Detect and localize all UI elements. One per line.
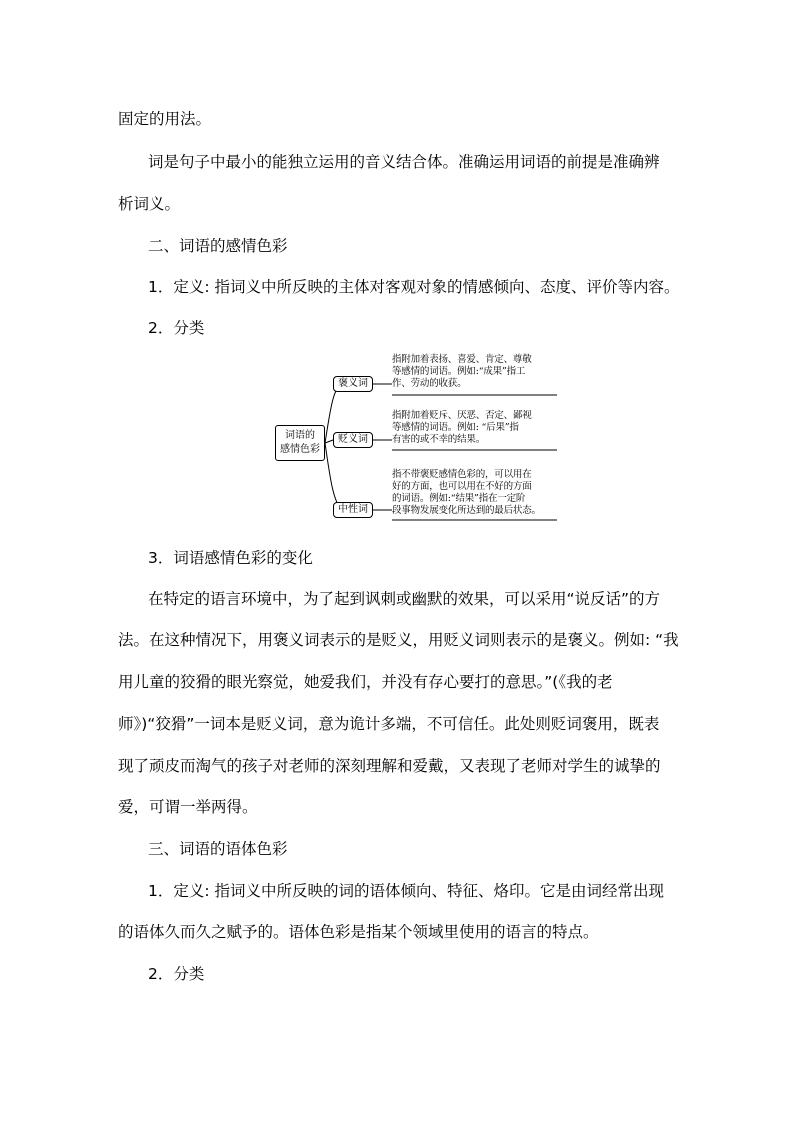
neutral-word-description: 指不带褒贬感情色彩的，可以用在 好的方面，也可以用在不好的方面 的词语。例如:“结果”指在一定阶 段事物发展变化所达到的最后状态。 [392,469,541,516]
node-negative-word: 贬义词 [333,432,373,448]
text-line: 法。在这种情况下，用褒义词表示的是贬义，用贬义词则表示的是褒义。例如: “我 [118,631,679,649]
node-positive-word: 褒义词 [333,376,373,392]
diagram-root-node [275,425,325,461]
root-label-line: 词语的 [285,430,315,441]
text-line: 用儿童的狡猾的眼光察觉，她爱我们，并没有存心要打的意思。”(《我的老 [118,673,613,691]
definition-text: 1．定义: 指词义中所反映的主体对客观对象的情感倾向、态度、评价等内容。 [148,278,680,296]
text-line: 师》)“狡猾”一词本是贬义词，意为诡计多端，不可信任。此处则贬词褒用，既表 [118,715,660,733]
text-line: 词是句子中最小的能独立运用的音义结合体。准确运用词语的前提是准确辨 [148,153,660,171]
node-neutral-word: 中性词 [333,502,373,518]
emotion-color-diagram [270,352,560,522]
text-line: 在特定的语言环境中，为了起到讽刺或幽默的效果，可以采用“说反话”的方 [148,590,661,608]
text-line: 析词义。 [118,195,181,213]
text-line: 爱，可谓一举两得。 [118,798,258,816]
positive-word-description: 指附加着表扬、喜爱、肯定、尊敬 等感情的词语。例如:“成果”指工 作、劳动的收获。 [392,354,532,389]
text-line: 现了顽皮而淘气的孩子对老师的深刻理解和爱戴，又表现了老师对学生的诚挚的 [118,757,661,775]
section-subheading: 3．词语感情色彩的变化 [148,549,313,567]
definition-text: 1．定义: 指词义中所反映的词的语体倾向、特征、烙印。它是由词经常出现 [148,882,665,900]
classification-label: 2．分类 [148,965,205,983]
definition-text: 的语体久而久之赋予的。语体色彩是指某个领域里使用的语言的特点。 [118,923,599,941]
section-heading: 三、词语的语体色彩 [148,840,288,858]
root-label-line: 感情色彩 [280,444,320,455]
negative-word-description: 指附加着贬斥、厌恶、否定、鄙视 等感情的词语。例如: “后果”指 有害的或不幸的结果。 [392,410,532,445]
text-line: 固定的用法。 [118,110,212,128]
section-heading: 二、词语的感情色彩 [148,237,288,255]
classification-label: 2．分类 [148,319,205,337]
